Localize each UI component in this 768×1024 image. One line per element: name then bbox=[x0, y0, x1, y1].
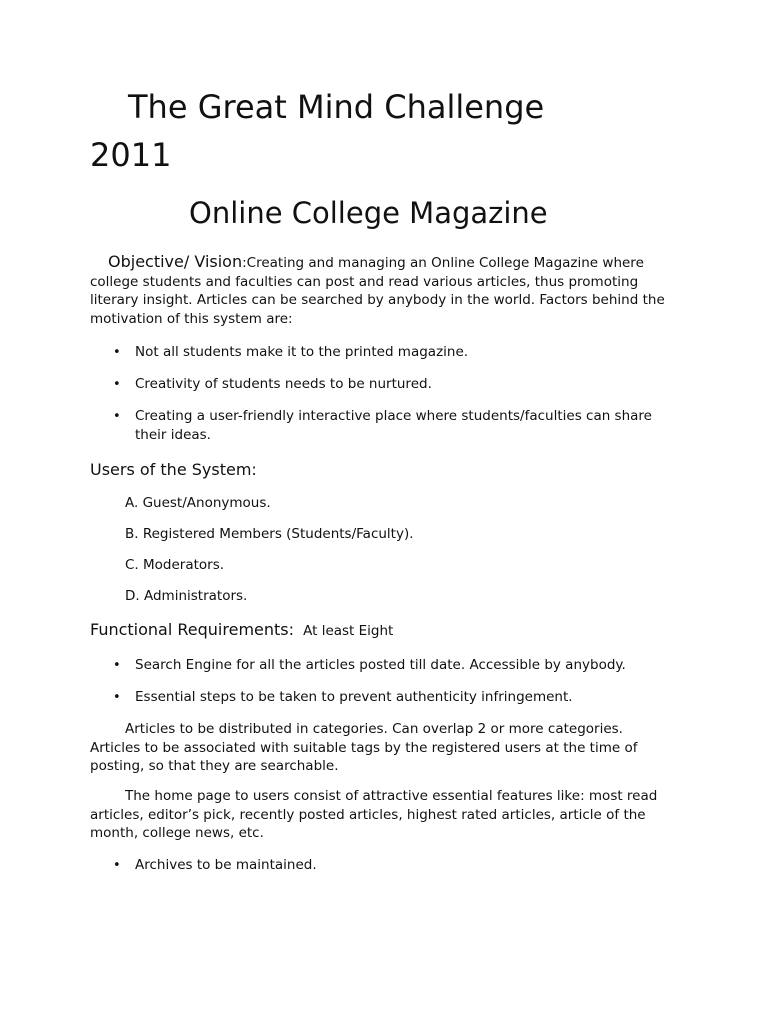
list-item: A. Guest/Anonymous. bbox=[125, 495, 271, 511]
objective-text: :Creating and managing an Online College Magazine where college students and faculties can post and read various articles, thus promoting literary insight. Articles can be searched by anybody in the world. Factors behind the motivation of this system are: bbox=[90, 255, 665, 327]
list-item bbox=[90, 343, 680, 362]
list-item bbox=[90, 856, 680, 875]
list-item-text: Creating a user-friendly interactive place where students/faculties can share their ideas. bbox=[135, 408, 652, 443]
list-item-text: Search Engine for all the articles posted till date. Accessible by anybody. bbox=[135, 657, 626, 673]
home-page-paragraph: The home page to users consist of attractive essential features like: most read articles, editor’s pick, recently posted articles, highest rated articles, article of the month, college news, etc. bbox=[90, 788, 658, 841]
list-item bbox=[90, 688, 680, 707]
bullet-icon: • bbox=[113, 409, 121, 424]
list-item bbox=[90, 375, 680, 394]
list-item-text: Archives to be maintained. bbox=[135, 857, 317, 873]
users-heading: Users of the System: bbox=[90, 460, 257, 479]
list-item bbox=[90, 656, 680, 675]
archives-list bbox=[90, 856, 680, 888]
bullet-icon: • bbox=[113, 658, 121, 673]
list-item-text: Essential steps to be taken to prevent authenticity infringement. bbox=[135, 689, 573, 705]
functional-requirements-note: At least Eight bbox=[303, 623, 394, 639]
list-item-text: Not all students make it to the printed magazine. bbox=[135, 344, 469, 360]
bullet-icon: • bbox=[113, 377, 121, 392]
bullet-icon: • bbox=[113, 690, 121, 705]
list-item: C. Moderators. bbox=[125, 557, 225, 573]
users-list bbox=[125, 494, 414, 618]
objective-paragraph bbox=[90, 253, 680, 328]
list-item bbox=[90, 407, 680, 445]
document-title-line1: The Great Mind Challenge bbox=[128, 88, 545, 126]
motivation-list bbox=[90, 343, 680, 458]
objective-heading: Objective/ Vision bbox=[108, 252, 243, 271]
list-item-text: Creativity of students needs to be nurtured. bbox=[135, 376, 432, 392]
functional-requirements-heading: Functional Requirements: bbox=[90, 620, 295, 639]
list-item: D. Administrators. bbox=[125, 588, 248, 604]
bullet-icon: • bbox=[113, 345, 121, 360]
functional-requirements-heading-row bbox=[90, 620, 393, 639]
bullet-icon: • bbox=[113, 858, 121, 873]
document-subtitle: Online College Magazine bbox=[189, 196, 548, 230]
list-item: B. Registered Members (Students/Faculty). bbox=[125, 526, 414, 542]
categories-paragraph: Articles to be distributed in categories. Can overlap 2 or more categories. Articles to be associated with suitable tags by the registered users at the time of posting, so that they are searchable. bbox=[90, 721, 638, 774]
functional-list bbox=[90, 656, 680, 720]
document-title-line2: 2011 bbox=[90, 136, 172, 174]
